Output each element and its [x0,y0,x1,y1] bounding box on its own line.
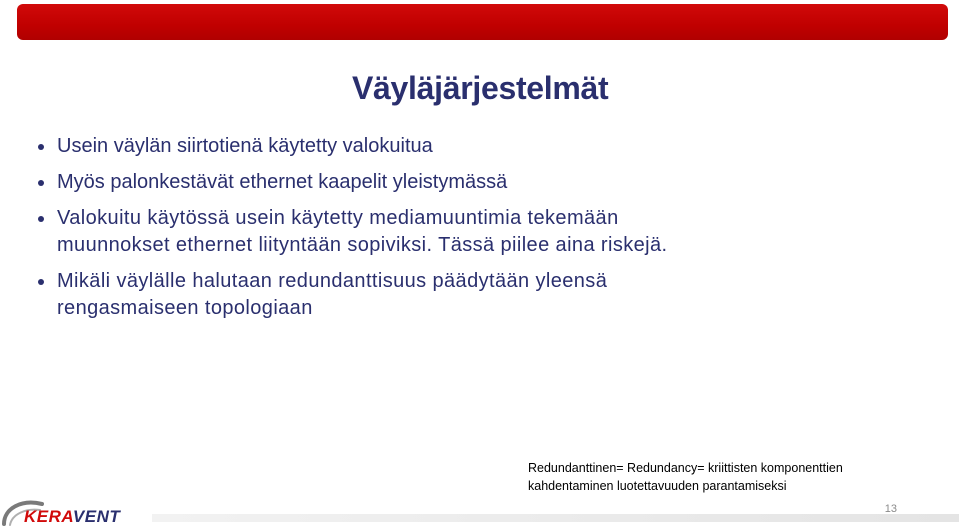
footnote-line: Redundanttinen= Redundancy= kriittisten komponenttien [528,461,843,475]
slide-title: Väyläjärjestelmät [352,70,609,106]
bottom-bar [152,514,959,522]
bullet-item [36,205,676,259]
top-banner [17,4,948,40]
bullet-text: Mikäli väylälle halutaan redundanttisuus päädytään yleensä rengasmaiseen topologiaan [57,270,608,319]
bullet-dot-icon [38,144,44,150]
bullet-item [36,133,676,160]
footnote [528,459,948,495]
logo-wordmark-red: KERA [24,507,73,526]
logo-wordmark-blue: VENT [72,507,121,526]
keravent-logo [0,494,152,528]
footnote-line: kahdentaminen luotettavuuden parantamiseksi [528,479,787,493]
bullet-dot-icon [38,279,44,285]
page-number: 13 [884,503,897,515]
bullet-text: Myös palonkestävät ethernet kaapelit yleistymässä [57,171,508,193]
bullet-dot-icon [38,180,44,186]
bullet-text: Valokuitu käytössä usein käytetty mediamuuntimia tekemään muunnokset ethernet liityntään sopiviksi. Tässä piilee aina riskejä. [57,207,668,256]
bullet-item [36,169,676,196]
bullet-dot-icon [38,216,44,222]
bullet-list [36,133,676,331]
logo-wordmark [24,508,120,525]
bullet-text: Usein väylän siirtotienä käytetty valokuitua [57,135,433,157]
bullet-item [36,268,676,322]
